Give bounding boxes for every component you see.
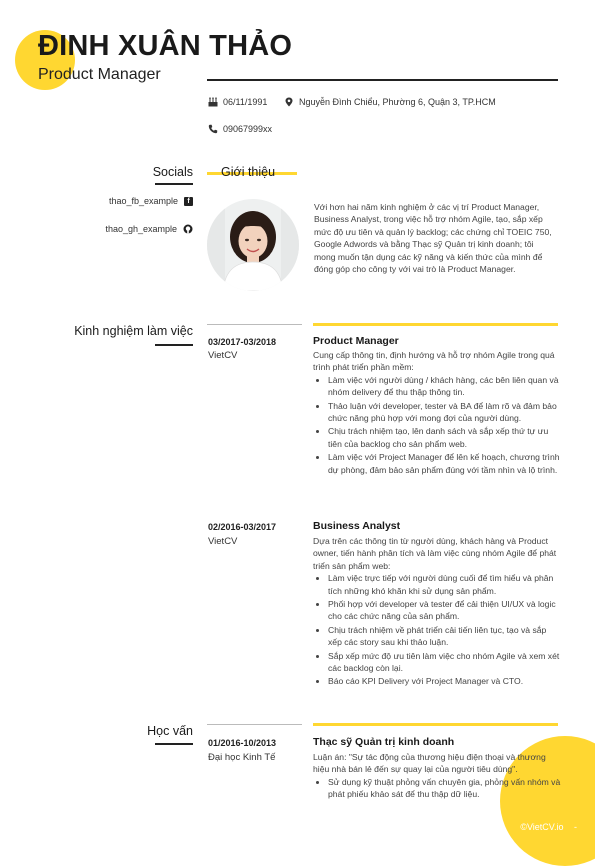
job-summary: Dựa trên các thông tin từ người dùng, khách hàng và Product owner, tiến hành phân tích và làm việc cùng nhóm Agile để phát triển sản phẩm web: [313,536,557,571]
experience-underline [155,344,193,346]
avatar-photo [207,199,299,291]
footer-brand-text: ©VietCV.io [520,822,564,832]
job-company: VietCV [208,350,238,361]
contact-address [284,97,496,107]
socials-underline [155,183,193,185]
education-underline [155,743,193,745]
contact-birthday [208,97,267,107]
education-degree: Thạc sỹ Quản trị kinh doanh [313,736,455,748]
social-facebook-label: thao_fb_example [108,196,178,206]
job-bullets [313,572,561,688]
intro-heading: Giới thiệu [221,165,276,179]
social-github-label: thao_gh_example [105,224,177,234]
github-icon [183,224,193,234]
education-heading: Học vấn [147,724,193,738]
education-summary: Luận án: "Sự tác động của thương hiệu điện thoại và thương hiệu nhà bán lẻ đến sự quay lại của người tiêu dùng". [313,752,546,775]
list-item: • Chịu trách nhiệm tạo, lên danh sách và sắp xếp thứ tự ưu tiên của backlog cho sản phẩm web. [328,425,561,450]
education-school: Đại học Kinh Tế [208,752,276,763]
candidate-name: ĐINH XUÂN THẢO [38,30,293,62]
job-title: Product Manager [313,335,399,347]
contact-phone [208,124,272,134]
education-divider [207,724,302,725]
job-title: Business Analyst [313,520,401,532]
birthday-text: 06/11/1991 [223,97,268,107]
list-item: • Làm việc với Project Manager để lên kế hoạch, chương trình dự phòng, đảm bảo sản phẩm đúng với tầm nhìn và lộ trình. [328,451,561,476]
social-facebook[interactable] [109,196,193,206]
experience-divider [207,324,302,325]
phone-icon [208,124,218,134]
job-date: 02/2016-03/2017 [208,522,277,532]
job-details [313,535,561,689]
education-details [313,751,561,802]
experience-accent [313,323,558,326]
job-bullets [313,374,561,476]
list-item: • Phối hợp với developer và tester để cải thiện UI/UX và logic cho các chức năng của sản phẩm. [328,598,561,623]
education-accent [313,723,558,726]
list-item: • Báo cáo KPI Delivery với Project Manager và CTO. [328,675,561,687]
header-rule [207,79,558,81]
footer-brand [520,822,577,832]
footer-dash: - [574,822,577,832]
phone-text: 09067999xx [223,124,273,134]
job-company: VietCV [208,536,238,547]
experience-heading: Kinh nghiệm làm việc [74,324,193,338]
intro-text: Với hơn hai năm kinh nghiệm ở các vị trí Product Manager, Business Analyst, trong việc hỗ trợ nhóm Agile, tạo, sắp xếp mức độ ưu tiên và quản lý backlog; các chứng chỉ TOEIC 750, Google Adwords và bằng Thạc sỹ Quản trị kinh doanh; tôi mong muốn tận dụng các kỹ năng và kiến thức của mình để đóng góp cho công ty với vai trò là Product Manager. [314,202,552,275]
address-text: Nguyễn Đình Chiểu, Phường 6, Quận 3, TP.HCM [299,97,496,107]
cake-icon [208,97,218,107]
education-bullets [313,776,561,801]
job-date: 03/2017-03/2018 [208,337,277,347]
job-summary: Cung cấp thông tin, định hướng và hỗ trợ nhóm Agile trong quá trình phát triển phần mềm: [313,350,555,373]
education-date: 01/2016-10/2013 [208,738,277,748]
list-item: • Làm việc trực tiếp với người dùng cuối để tìm hiểu và phân tích những khó khăn khi sử dụng sản phẩm. [328,572,561,597]
facebook-icon: f [184,197,193,206]
map-pin-icon [284,97,294,107]
candidate-role: Product Manager [38,66,161,83]
list-item: • Sử dụng kỹ thuật phỏng vấn chuyên gia, phỏng vấn nhóm và phát phiếu khảo sát để thu thập dữ liệu. [328,776,561,801]
job-details [313,349,561,477]
avatar [207,199,299,291]
list-item: • Làm việc với người dùng / khách hàng, các bên liên quan và nhóm delivery để thu thập thông tin. [328,374,561,399]
list-item: • Thảo luận với developer, tester và BA để làm rõ và đảm bảo chức năng phù hợp với mong đợi của người dùng. [328,400,561,425]
social-github[interactable] [105,224,193,234]
socials-heading: Socials [152,165,193,179]
list-item: • Chịu trách nhiệm về phát triển cải tiến liên tục, tạo và sắp xếp các story sau khi thảo luận. [328,624,561,649]
list-item: • Sắp xếp mức độ ưu tiên làm việc cho nhóm Agile và xem xét các backlog còn lại. [328,650,561,675]
